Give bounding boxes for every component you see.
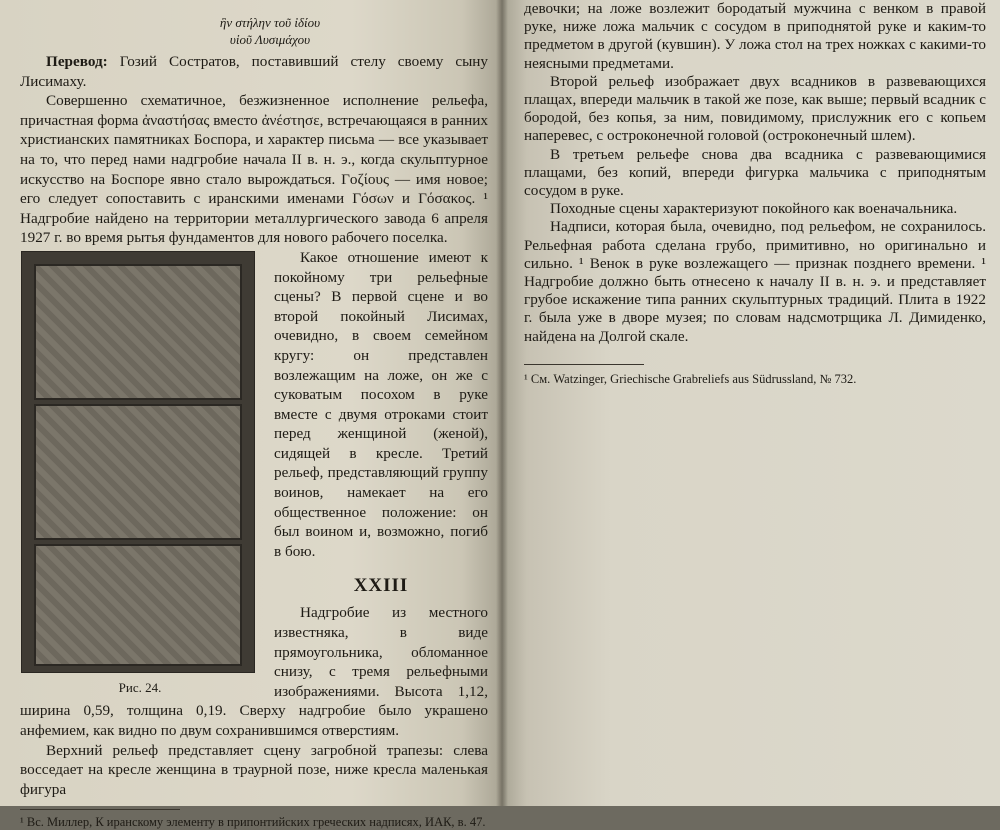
relief-panel-bottom <box>34 544 242 666</box>
footnote-rule <box>20 809 180 810</box>
translation-label: Перевод: <box>46 53 108 70</box>
right-footnote: ¹ См. Watzinger, Griechische Grabreliefs aus Südrussland, № 732. <box>524 371 857 386</box>
relief-panel-top <box>34 264 242 400</box>
relief-photo <box>22 252 254 672</box>
paragraph-upper-relief: Верхний рельеф представляет сцену загробной трапезы: слева восседает на кресле женщина в траурной позе, ниже кресла маленькая фигура <box>20 741 488 798</box>
paragraph-third-relief: В третьем рельефе снова два всадника с развевающимися плащами, без копий, впереди фигурка мальчика с приподнятым сосудом в руке. <box>524 145 986 200</box>
right-page-text <box>524 0 986 387</box>
paragraph-continuation: девочки; на ложе возлежит бородатый мужчина с венком в правой руке, ниже ложа мальчик с сосудом в приподнятой руке и каким-то предметом в другой (кувшин). У ложа стол на трех ножках с какими-то неясными предметами. <box>524 0 986 72</box>
book-gutter <box>496 0 508 806</box>
paragraph-tombstone-description: Надгробие из местного известняка, в виде прямоугольника, обломанное снизу, с тремя рельефными изображениями. Высота 1,12, ширина 0,59, толщина 0,19. Сверху надгробие было украшено анфемием, как видно по двум сохранившимся отверстиям. <box>20 604 488 739</box>
translation-paragraph <box>20 52 488 91</box>
paragraph-relief-scenes: Какое отношение имеют к покойному три рельефные сцены? В первой сцене и во второй покойный Лисимах, очевидно, в своем семейном кругу: он представлен возлежащим на ложе, он же с суковатым посохом в руке вместе с двумя отроками стоит перед женщиной (женой), сидящей в кресле. Третий рельеф, представляющий группу воинов, намекает на его общественное положение: он был воином и, возможно, погиб в бою. <box>274 248 488 560</box>
paragraph-inscription: Надписи, которая была, очевидно, под рельефом, не сохранилось. Рельефная работа сделана грубо, примитивно, но оригинально и сильно. ¹ Венок в руке возлежащего — признак позднего времени. ¹ Надгробие должно быть отнесено к началу II в. н. э. и представляет грубое искажение типа ранних скульптурных традиций. Плита в 1922 г. была уже в дворе музея; по словам надсмотрщика Л. Димиденко, найдена на Долгой скале. <box>524 218 986 345</box>
greek-inscription-line-2: υἱοῦ Λυσιμάχου <box>229 32 311 47</box>
chapter-heading: XXIII <box>353 575 409 597</box>
paragraph-second-relief: Второй рельеф изображает двух всадников в развевающихся плащах, впереди мальчик в такой же позе, как выше; первый всадник с бородой, без копья, за ним, повидимому, прислужник его с копьем наперевес, с остроконечной головой (остроконечный шлем). <box>524 72 986 145</box>
left-footnote: ¹ Вс. Миллер, К иранскому элементу в припонтийских греческих надписях, ИАК, в. 47. <box>20 815 486 830</box>
paragraph-campaign-scenes: Походные сцены характеризуют покойного как военачальника. <box>550 200 958 218</box>
paragraph-scheme: Совершенно схематичное, безжизненное исполнение рельефа, причастная форма ἀναστήσας вместо ἀνέστησε, встречающаяся в ранних христианских памятниках Боспора, и характер письма — все указывает на то, что перед нами надгробие начала II в. н. э., когда скульптурное искусство на Боспоре явно стало вырождаться. Γοζίους — имя новое; его следует сопоставить с иранскими именами Γόσων и Γόσακος. ¹ Надгробие найдено на территории металлургического завода 6 апреля 1927 г. во время рытья фундаментов для нового рабочего поселка. <box>20 92 488 247</box>
right-page <box>502 0 1000 806</box>
footnote-rule <box>524 364 644 365</box>
figure-relief <box>20 252 260 696</box>
figure-caption: Рис. 24. <box>118 679 162 695</box>
translation-text: Гозий Состратов, поставивший стелу своему сыну Лисимаху. <box>20 53 488 90</box>
greek-inscription-line-1: ἣν στήλην τοῦ ἰδίου <box>219 15 321 30</box>
relief-panel-middle <box>34 404 242 540</box>
